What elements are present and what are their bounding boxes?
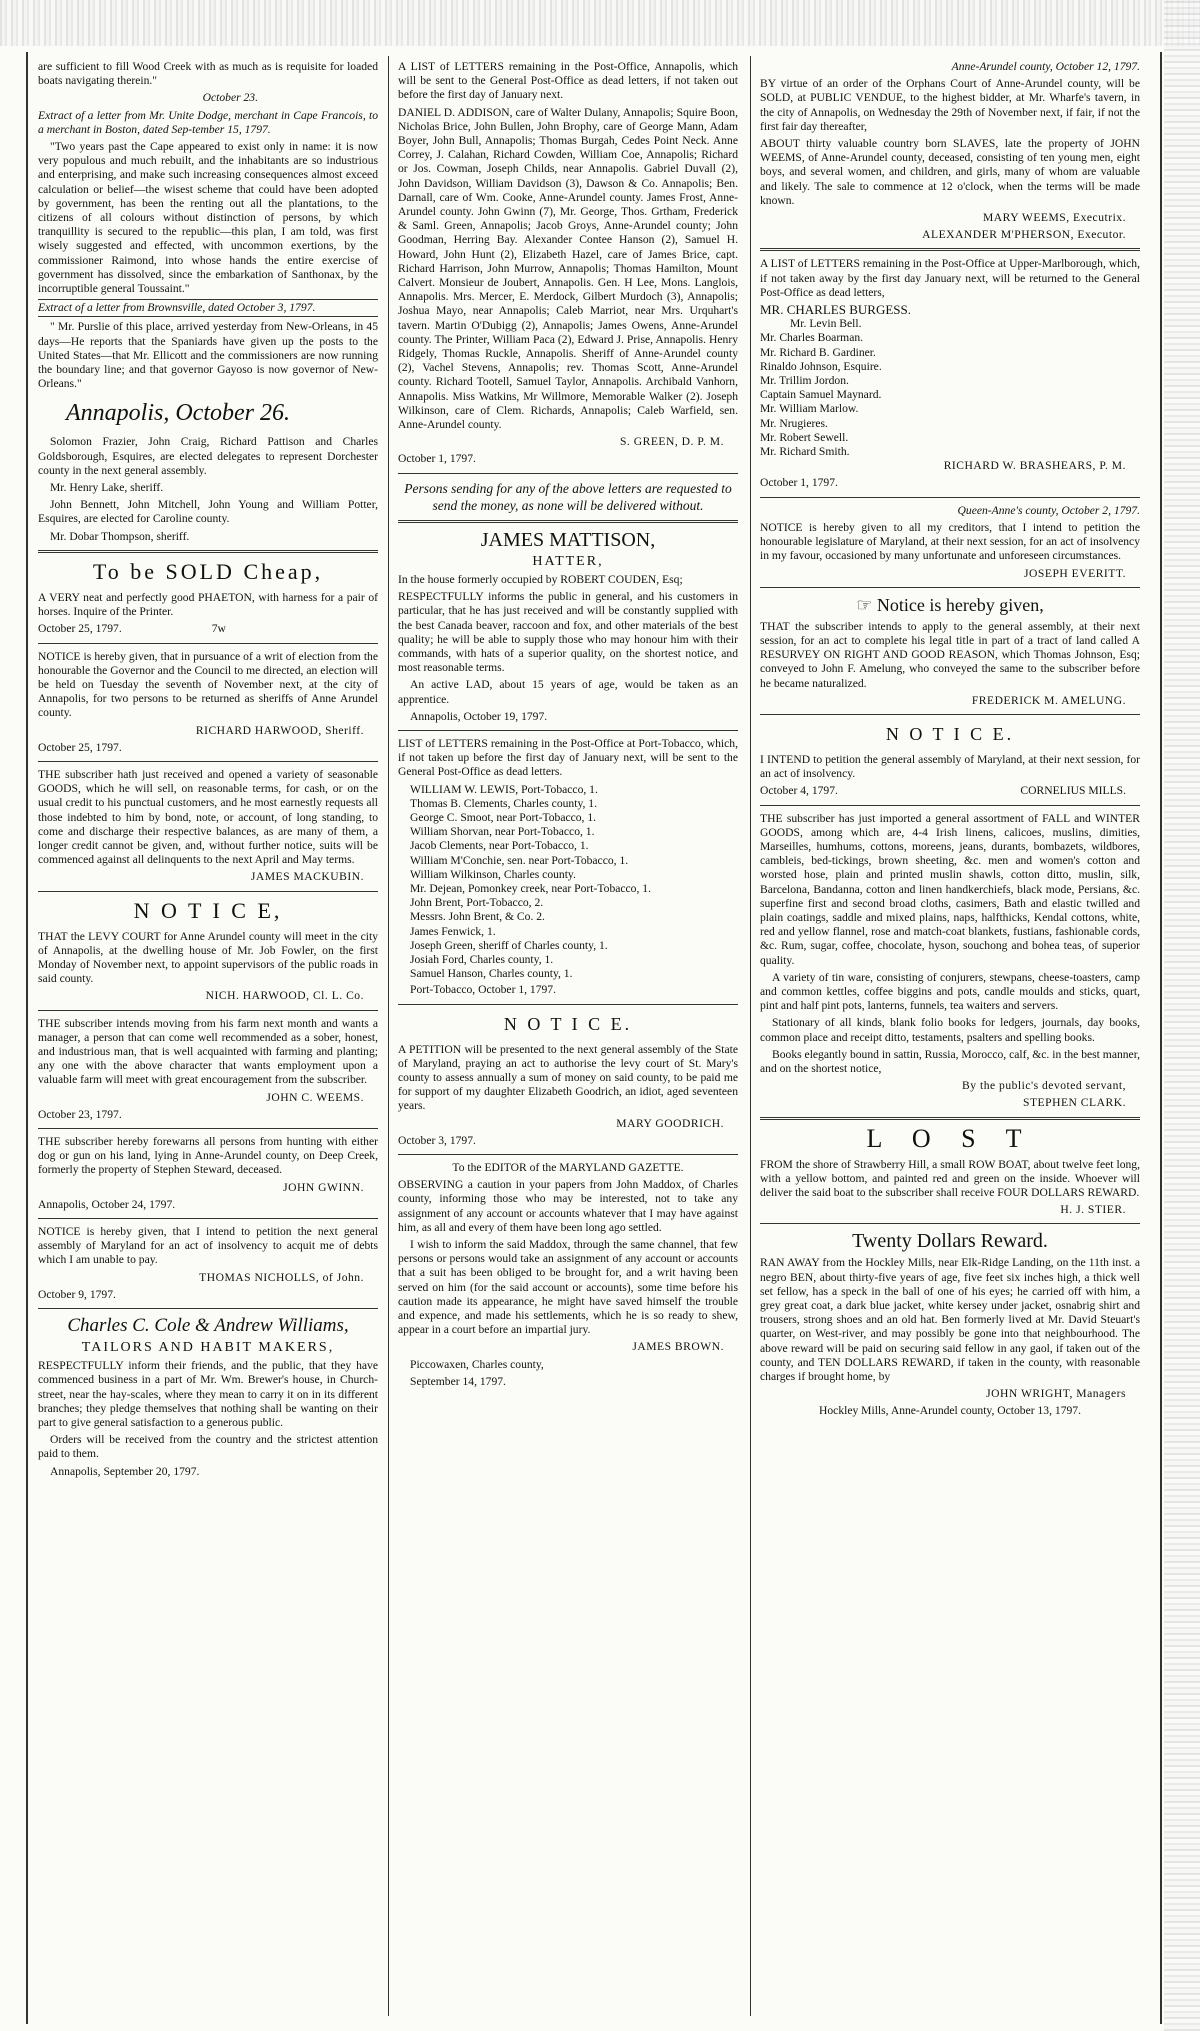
ad-heading: To be SOLD Cheap, — [92, 558, 324, 584]
dateline: October 23. — [202, 91, 258, 105]
letters-note: Persons sending for any of the above letters are requested to send the money, as none will be delivered without. — [404, 480, 732, 513]
ad-heading: JAMES MATTISON, — [480, 528, 656, 551]
ad-body: THE subscriber has just imported a general assortment of FALL and WINTER GOODS, among which are, 4-4 Irish linens, calicoes, muslins, dimities, Marseilles, humhums, cottons, moreens, jeans, durants, bombazets, wildbores, cambleis, bed-tickings, brown sheeting, &c. men and women's cotton and worsted hose, plain and printed muslin shawls, cotton ditto, muslin, silk, Barcelona, Bandanna, cotton and linen handkerchiefs, black mode, Persians, &c. superfine first and second broad cloths, casimers, Bath and elastic twilled and plain coatings, saddle and mixed plains, naps, halfthicks, Kendal cottons, white, red and yellow flannel, rose and match-coat blankets, fustians, fashionable cords, &c. Rum, sugar, coffee, chocolate, hyson, souchong and bohea teas, of superior quality. — [760, 811, 1140, 967]
divider — [38, 1308, 378, 1309]
ad-signature: ALEXANDER M'PHERSON, Executor. — [922, 228, 1126, 242]
ad-location: Queen-Anne's county, October 2, 1797. — [957, 503, 1140, 517]
divider — [38, 1218, 378, 1219]
ad-signature: NICH. HARWOOD, Cl. L. Co. — [205, 989, 364, 1003]
letters-intro: A LIST of LETTERS remaining in the Post-Office, Annapolis, which will be sent to the General Post-Office as dead letters, if not taken out before the first day of January next. — [398, 60, 738, 102]
ad-body: RESPECTFULLY informs the public in general, and his customers in particular, that he has just received and will be constantly supplied with the best Canada beaver, raccoon and fox, and other materials of the best quality; he will be able to supply those who may honour him with their commands, with hats of a superior quality, on the shortest notice, and most reasonable terms. — [398, 590, 738, 675]
ad-body: NOTICE is hereby given, that in pursuance of a writ of election from the honourable the Governor and the Council to me directed, an election will be held on Tuesday the seventh of November next, at the city of Annapolis, for two persons to be returned as sheriffs of Anne Arundel county. — [38, 649, 378, 720]
ad-date: Port-Tobacco, October 1, 1797. — [410, 983, 557, 997]
list-item: James Fenwick, 1. — [410, 924, 496, 938]
list-item: William M'Conchie, sen. near Port-Tobacco, 1. — [410, 853, 629, 867]
list-item: Joseph Green, sheriff of Charles county, 1. — [410, 938, 608, 952]
ad-signature: JAMES MACKUBIN. — [250, 870, 364, 884]
ad-signature: STEPHEN CLARK. — [1023, 1096, 1126, 1110]
ad-body: ABOUT thirty valuable country born SLAVES, late the property of JOHN WEEMS, of Anne-Arundel county, deceased, consisting of ten young men, eight boys, and several women, and children, and girls, many of whom are valuable and likely. The sale to commence at 12 o'clock, when the terms will be made known. — [760, 137, 1140, 207]
ad-heading — [760, 594, 1140, 616]
ad-signature: JOSEPH EVERITT. — [1024, 566, 1126, 580]
list-item: William Shorvan, near Port-Tobacco, 1. — [410, 825, 595, 839]
ad-body: NOTICE is hereby given, that I intend to petition the next general assembly of Maryland for an act of insolvency to acquit me of debts which I am unable to pay. — [38, 1225, 378, 1267]
divider — [38, 550, 378, 553]
ad-location: Anne-Arundel county, October 12, 1797. — [951, 60, 1140, 73]
ad-heading: Twenty Dollars Reward. — [852, 1230, 1048, 1253]
ad-body: NOTICE is hereby given to all my creditors, that I intend to petition the honourable legislature of Maryland, at their next session, for an act of insolvency in my favour, occasioned by many unfortunate and unforeseen circumstances. — [760, 520, 1140, 563]
list-item: Samuel Hanson, Charles county, 1. — [410, 967, 573, 981]
extract-title: Extract of a letter from Mr. Unite Dodge, merchant in Cape Francois, to a merchant in Boston, dated Sep-tember 15, 1797. — [38, 108, 378, 136]
list-item: MR. CHARLES BURGESS. — [760, 302, 911, 318]
ad-body: FROM the shore of Strawberry Hill, a small ROW BOAT, about twelve feet long, with a yellow bottom, and painted red and green on the inside. Whoever will deliver the said boat to the subscriber shall receive FOUR DOLLARS REWARD. — [760, 1157, 1140, 1199]
list-item: John Brent, Port-Tobacco, 2. — [410, 896, 544, 910]
ad-body: Stationary of all kinds, blank folio books for ledgers, journals, day books, common place and receipt ditto, testaments, psalters and spelling books. — [760, 1016, 1140, 1044]
ad-signature: CORNELIUS MILLS. — [1020, 784, 1126, 798]
list-item: Messrs. John Brent, & Co. 2. — [410, 910, 545, 924]
ad-date: October 3, 1797. — [398, 1133, 476, 1147]
ad-body: RAN AWAY from the Hockley Mills, near Elk-Ridge Landing, on the 11th inst. a negro BEN, about thirty-five years of age, five feet six inches high, a thick well set fellow, has a speck in the ball of one of his eyes; he carried off with him, a grey great coat, a dark blue jacket, white kersey under jacket, osnabrig shirt and trousers, strong shoes and an old hat. Ben formerly lived at Mr. David Steuart's quarter, on West-river, and may possibly be gone into that neighbourhood. The above reward will be paid on securing said fellow in any gaol, if taken out of the county, and TEN DOLLARS REWARD, if taken in the county, with reasonable charges if brought home, by — [760, 1256, 1140, 1384]
column-2 — [398, 60, 738, 1392]
ad-body: Orders will be received from the country and the strictest attention paid to them. — [38, 1433, 378, 1461]
extract-title: Extract of a letter from Brownsville, dated October 3, 1797. — [38, 299, 378, 317]
news-paragraph: Mr. Dobar Thompson, sheriff. — [50, 529, 190, 543]
list-item: Captain Samuel Maynard. — [760, 388, 882, 402]
ad-body: OBSERVING a caution in your papers from John Maddox, of Charles county, informing those who may be interested, not to take any assignment of any account or accounts whatever that I may have against him, as all and every of them have been long ago settled. — [398, 1178, 738, 1234]
ad-body: BY virtue of an order of the Orphans Court of Anne-Arundel county, will be SOLD, at PUBLIC VENDUE, to the highest bidder, at Mr. Wharfe's tavern, in the city of Annapolis, on Wednesday the 29th of November next, if fair, if not the first fair day thereafter, — [760, 77, 1140, 133]
ad-date: October 1, 1797. — [760, 476, 838, 490]
column-rule-2 — [750, 56, 751, 2016]
divider — [38, 761, 378, 762]
divider — [398, 1004, 738, 1005]
ad-date: October 25, 1797. — [38, 740, 122, 754]
ad-body: An active LAD, about 15 years of age, would be taken as an apprentice. — [398, 678, 738, 706]
ad-signature: JOHN WRIGHT, Managers — [986, 1387, 1126, 1401]
page-edge-top — [0, 0, 1200, 46]
list-item: Thomas B. Clements, Charles county, 1. — [410, 796, 597, 810]
ad-date — [38, 622, 378, 636]
letters-intro: A LIST of LETTERS remaining in the Post-Office at Upper-Marlborough, which, if not taken away by the first day January next, will be returned to the General Post-Office as dead letters, — [760, 257, 1140, 299]
list-item: Rinaldo Johnson, Esquire. — [760, 359, 882, 373]
ad-location: Piccowaxen, Charles county, — [410, 1357, 544, 1371]
divider — [760, 587, 1140, 588]
list-item: Mr. Robert Sewell. — [760, 430, 849, 444]
list-item: Josiah Ford, Charles county, 1. — [410, 952, 554, 966]
ad-subheading: HATTER, — [532, 553, 604, 569]
ad-heading: L O S T — [866, 1123, 1034, 1153]
ad-heading: N O T I C E. — [503, 1013, 633, 1034]
ad-body: THE subscriber hath just received and opened a variety of seasonable GOODS, which he will sell, on reasonable terms, for cash, or on the usual credit to his punctual customers, and he most earnestly requests all those indebted to him by bond, note, or account, of long standing, to come and discharge their respective balances, as are many of them, a longer credit cannot be given, and, without further notice, suits will be commenced against all delinquents to the next April and May terms. — [38, 767, 378, 867]
list-item: George C. Smoot, near Port-Tobacco, 1. — [410, 810, 597, 824]
ad-signature: H. J. STIER. — [1060, 1203, 1126, 1217]
letters-list — [760, 303, 1140, 459]
news-paragraph: John Bennett, John Mitchell, John Young and William Potter, Esquires, are elected for Caroline county. — [38, 498, 378, 526]
list-item: WILLIAM W. LEWIS, Port-Tobacco, 1. — [410, 782, 598, 796]
column-3 — [760, 60, 1140, 1422]
list-item: Mr. Nrugieres. — [760, 416, 828, 430]
ad-date-text: October 25, 1797. — [38, 622, 122, 636]
ad-heading: N O T I C E, — [133, 897, 283, 923]
ad-mark: 7w — [211, 622, 226, 636]
ad-date: Annapolis, October 24, 1797. — [38, 1197, 176, 1211]
ad-heading: To the EDITOR of the MARYLAND GAZETTE. — [452, 1161, 684, 1174]
list-item: Mr. Richard B. Gardiner. — [760, 345, 876, 359]
ad-signature: FREDERICK M. AMELUNG. — [971, 693, 1126, 707]
column-rule-1 — [388, 56, 389, 2016]
ad-signature: JOHN GWINN. — [283, 1180, 364, 1194]
letters-list — [410, 783, 738, 982]
ad-signature: THOMAS NICHOLLS, of John. — [199, 1270, 364, 1284]
divider — [398, 1154, 738, 1155]
list-item: William Wilkinson, Charles county. — [410, 867, 576, 881]
ad-location: Hockley Mills, Anne-Arundel county, October 13, 1797. — [819, 1404, 1081, 1418]
divider — [38, 891, 378, 892]
divider — [398, 520, 738, 523]
ad-date — [760, 784, 1140, 798]
divider — [398, 473, 738, 474]
ad-signature: RICHARD W. BRASHEARS, P. M. — [943, 459, 1126, 473]
ad-body: I wish to inform the said Maddox, through the same channel, that few persons or persons would take an assignment of any account or accounts that a suit has been obliged to be brought for, and a writ having been served on him (for the said account or accounts), some time before his caution made its appearance, he might have saved himself the trouble and expence, and made his settlements, which he is so ready to shew, appear in a court before an impartial jury. — [398, 1238, 738, 1337]
ad-body: I INTEND to petition the general assembly of Maryland, at their next session, for an act of insolvency. — [760, 752, 1140, 781]
ad-subheading: TAILORS AND HABIT MAKERS, — [81, 1340, 335, 1356]
ad-body: THE subscriber hereby forewarns all persons from hunting with either dog or gun on his land, lying in Anne-Arundel county, on Deep Creek, formerly the property of Stephen Steward, deceased. — [38, 1134, 378, 1177]
divider — [38, 643, 378, 644]
list-item: Mr. Levin Bell. — [790, 317, 862, 331]
list-item: Mr. Dejean, Pomonkey creek, near Port-Tobacco, 1. — [410, 881, 651, 895]
divider — [760, 714, 1140, 715]
ad-heading: Charles C. Cole & Andrew Williams, — [67, 1315, 349, 1337]
list-item: Mr. Charles Boarman. — [760, 331, 864, 345]
ad-signature: MARY GOODRICH. — [616, 1116, 724, 1130]
news-paragraph: Solomon Frazier, John Craig, Richard Pattison and Charles Goldsborough, Esquires, are elected delegates to represent Dorchester county in the next general assembly. — [38, 435, 378, 477]
ad-signature: By the public's devoted servant, — [962, 1079, 1126, 1093]
ad-date: October 9, 1797. — [38, 1287, 116, 1301]
ad-date: October 23, 1797. — [38, 1107, 122, 1121]
ad-body: A PETITION will be presented to the next general assembly of the State of Maryland, praying an act to authorise the levy court of St. Mary's county to assess annually a sum of money on said county, to be paid me for support of my daughter Elizabeth Goodrich, an idiot, aged seventeen years. — [398, 1042, 738, 1113]
pointing-hand-icon: ☞ — [856, 594, 873, 615]
ad-signature: RICHARD HARWOOD, Sheriff. — [195, 723, 364, 737]
divider — [760, 1223, 1140, 1224]
divider — [38, 1128, 378, 1129]
divider — [38, 1010, 378, 1011]
ad-signature: MARY WEEMS, Executrix. — [982, 211, 1126, 225]
ad-body: Books elegantly bound in sattin, Russia, Morocco, calf, &c. in the best manner, and on the shortest notice, — [760, 1047, 1140, 1075]
list-item: Mr. Trillim Jordon. — [760, 374, 849, 388]
column-1 — [38, 60, 378, 1482]
news-paragraph: Mr. Henry Lake, sheriff. — [50, 481, 164, 495]
ad-heading: N O T I C E. — [885, 723, 1015, 744]
list-item: Mr. William Marlow. — [760, 402, 859, 416]
ad-signature: JAMES BROWN. — [632, 1340, 724, 1354]
ad-body: THAT the LEVY COURT for Anne Arundel county will meet in the city of Annapolis, at the dwelling house of Mr. Job Fowler, on the first Monday of November next, to appoint supervisors of the public roads in said county. — [38, 929, 378, 986]
ad-body: RESPECTFULLY inform their friends, and the public, that they have commenced business in a part of Mr. Wm. Brewer's house, in Church-street, near the hay-scales, where they mean to carry it on in its different branches; they pledge themselves that nothing shall be wanting on their part to give general satisfaction to a generous public. — [38, 1359, 378, 1430]
extract-body: "Two years past the Cape appeared to exist only in name: it is now very populous and much rebuilt, and the inhabitants are so industrious and enterprising, and make such increasing consequences almost exceed calculation or belief—the wisest scheme that could have been adopted by government, has been the renting out all the plantations, to the citizens of all colours without distinction of persons, by which tranquillity is secured to the republic—this plan, I am told, was first wisely suggested and effected, with uncommon exertions, by the commissioner Raimond, into whose hands the entire exercise of government has dissolved, since the embarkation of Santhonax, by the incorruptible general Toussaint." — [38, 140, 378, 296]
divider — [760, 497, 1140, 498]
ad-heading-text: Notice is hereby given, — [876, 594, 1044, 615]
ad-location: In the house formerly occupied by ROBERT COUDEN, Esq; — [398, 572, 683, 586]
letters-intro: LIST of LETTERS remaining in the Post-Office at Port-Tobacco, which, if not taken up before the first day of January next, will be sent to the General Post-Office as dead letters. — [398, 736, 738, 779]
ad-date: Annapolis, September 20, 1797. — [50, 1464, 200, 1478]
ad-body: THAT the subscriber intends to apply to the general assembly, at their next session, for an act to complete his legal title in part of a tract of land called A RESURVEY ON RIGHT AND GOOD REASON, which Thomas Johnson, Esq; conveyed to John F. Amelung, who conveyed the same to the subscriber before he became naturalized. — [760, 619, 1140, 690]
ad-date: October 1, 1797. — [398, 452, 476, 466]
ad-date: Annapolis, October 19, 1797. — [410, 709, 548, 723]
divider — [398, 730, 738, 731]
ad-date: September 14, 1797. — [410, 1374, 506, 1388]
fragment-top: are sufficient to fill Wood Creek with as much as is requisite for loaded boats navigating therein." — [38, 60, 378, 88]
ad-signature: JOHN C. WEEMS. — [266, 1090, 364, 1104]
annapolis-heading: Annapolis, October 26. — [66, 400, 290, 427]
divider — [760, 248, 1140, 251]
divider — [760, 1117, 1140, 1120]
page-edge-right — [1164, 0, 1200, 2031]
extract-body: " Mr. Purslie of this place, arrived yesterday from New-Orleans, in 45 days—He reports that the Spaniards have given up the posts to the United States—that Mr. Ellicott and the commissioners are now running the boundary line; and that governor Gayoso is now governor of New-Orleans." — [38, 320, 378, 391]
ad-signature: S. GREEN, D. P. M. — [619, 435, 724, 449]
letters-list: DANIEL D. ADDISON, care of Walter Dulany, Annapolis; Squire Boon, Nicholas Brice, John Bullen, John Brophy, care of George Mann, Adam Boyer, John Bull, Annapolis; Thomas Burgah, Cedes Point Neck. Anne Correy, J. Calahan, Richard Cowden, William Coe, Annapolis; Richard or Jos. Cowman, Joseph Childs, near Annapolis. Gabriel Duvall (2), John Davidson, William Davidson (3), Dawson & Co. Annapolis; Ben. Darnall, care of Wm. Cooke, Anne-Arundel county. James Frost, Anne-Arundel county. John Gwinn (7), Mr. George, Thos. Grtham, Frederick & Saml. Green, Annapolis; Jacob Groys, Anne-Arundel county; John Goodman, Herring Bay. Alexander Contee Hanson (2), Samuel H. Howard, John Hunt (2), Elizabeth Hazel, care of James Brice, capt. Richard Harrison, John Murrow, Annapolis; Thomas Hamilton, Mount Calvert. Monsieur de Joubert, Annapolis. Gen. H Lee, Mons. Langlois, Annapolis. Mrs. Mercer, E. Merdock, Gilbert Murdoch (3), Annapolis; Joshua Mayo, near Annapolis; Caleb Marriot, near Mrs. Urquhart's tavern. Martin O'Dubigg (2), Annapolis; James Owens, Anne-Arundel county. The Printer, William Paca (2), Edward J. Prise, Annapolis. Henry Ridgely, Thomas Ruckle, Annapolis. Sheriff of Anne-Arundel county (2), Vachel Stevens, Annapolis; rev. Thomas Scott, Anne-Arundel county. Richard Tootell, Samuel Taylor, Annapolis. Archibald Vanhorn, Annapolis. Miss Watkins, Mr Willmore, Memorable Walker (2). Joseph Wilkinson, care of Clem. Richards, Annapolis; Caleb Warfield, sen. Anne-Arundel county. — [398, 105, 738, 432]
divider — [760, 805, 1140, 806]
ad-body: THE subscriber intends moving from his farm next month and wants a manager, a person that can come well recommended as a sober, honest, and industrious man, that is well acquainted with farming and planting; any one with the above character that wants employment upon a valuable farm will meet with great encouragement from the subscriber. — [38, 1016, 378, 1087]
ad-body: A VERY neat and perfectly good PHAETON, with harness for a pair of horses. Inquire of the Printer. — [38, 590, 378, 619]
ad-date-text: October 4, 1797. — [760, 784, 838, 798]
list-item: Jacob Clements, near Port-Tobacco, 1. — [410, 839, 589, 853]
ad-body: A variety of tin ware, consisting of conjurers, stewpans, cheese-toasters, camp and common kettles, coffee biggins and pots, candle moulds and sticks, quart, pint and half pint pots, lanterns, funnels, tea waiters and servers. — [760, 970, 1140, 1013]
list-item: Mr. Richard Smith. — [760, 445, 850, 459]
